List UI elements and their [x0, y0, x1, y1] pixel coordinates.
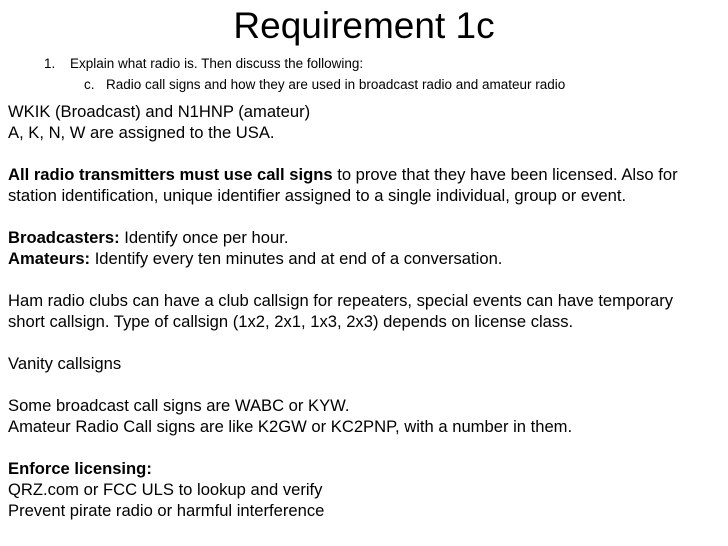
- outline-item-1: [44, 55, 363, 73]
- body-line-amateurs-rest: Identify every ten minutes and at end of a conversation.: [90, 249, 503, 268]
- slide-body: [8, 101, 722, 521]
- outline-item-1c-letter: c.: [84, 77, 95, 92]
- body-line-prevent-interference: Prevent pirate radio or harmful interference: [8, 501, 325, 520]
- body-line-station-identification: station identification, unique identifier assigned to a single individual, group or event.: [8, 186, 627, 205]
- body-line-broadcasters: [8, 227, 722, 248]
- body-line-call-sign-requirement-rest: to prove that they have been licensed. Also for: [332, 165, 678, 184]
- body-line-broadcasters-rest: Identify once per hour.: [119, 228, 289, 247]
- body-line-broadcast-examples: Some broadcast call signs are WABC or KYW.: [8, 396, 350, 415]
- body-spacer: [8, 332, 722, 353]
- outline-item-1c: [84, 76, 565, 94]
- body-line-callsign-type: short callsign. Type of callsign (1x2, 2x1, 1x3, 2x3) depends on license class.: [8, 312, 574, 331]
- bold-broadcasters: Broadcasters:: [8, 228, 120, 247]
- outline-item-1-number: 1.: [44, 56, 56, 71]
- body-spacer: [8, 269, 722, 290]
- body-line-amateur-examples: Amateur Radio Call signs are like K2GW or KC2PNP, with a number in them.: [8, 417, 573, 436]
- body-line-amateurs: [8, 248, 722, 269]
- slide-title: Requirement 1c: [233, 5, 495, 46]
- outline-item-1c-text: Radio call signs and how they are used in broadcast radio and amateur radio: [106, 77, 566, 92]
- body-spacer: [8, 437, 722, 458]
- bold-call-sign-requirement: All radio transmitters must use call signs: [8, 165, 333, 184]
- body-line-usa-prefixes: A, K, N, W are assigned to the USA.: [8, 123, 275, 142]
- body-spacer: [8, 374, 722, 395]
- body-line-club-callsign: Ham radio clubs can have a club callsign for repeaters, special events can have temporary: [8, 291, 674, 310]
- body-line-enforce-licensing: Enforce licensing:: [8, 459, 152, 478]
- body-line-call-sign-requirement: [8, 164, 722, 185]
- body-line-call-sign-examples: WKIK (Broadcast) and N1HNP (amateur): [8, 102, 311, 121]
- body-spacer: [8, 143, 722, 164]
- body-line-lookup-verify: QRZ.com or FCC ULS to lookup and verify: [8, 480, 323, 499]
- outline-item-1-text: Explain what radio is. Then discuss the following:: [70, 56, 364, 71]
- bold-amateurs: Amateurs:: [8, 249, 91, 268]
- body-spacer: [8, 206, 722, 227]
- body-line-vanity-callsigns: Vanity callsigns: [8, 354, 122, 373]
